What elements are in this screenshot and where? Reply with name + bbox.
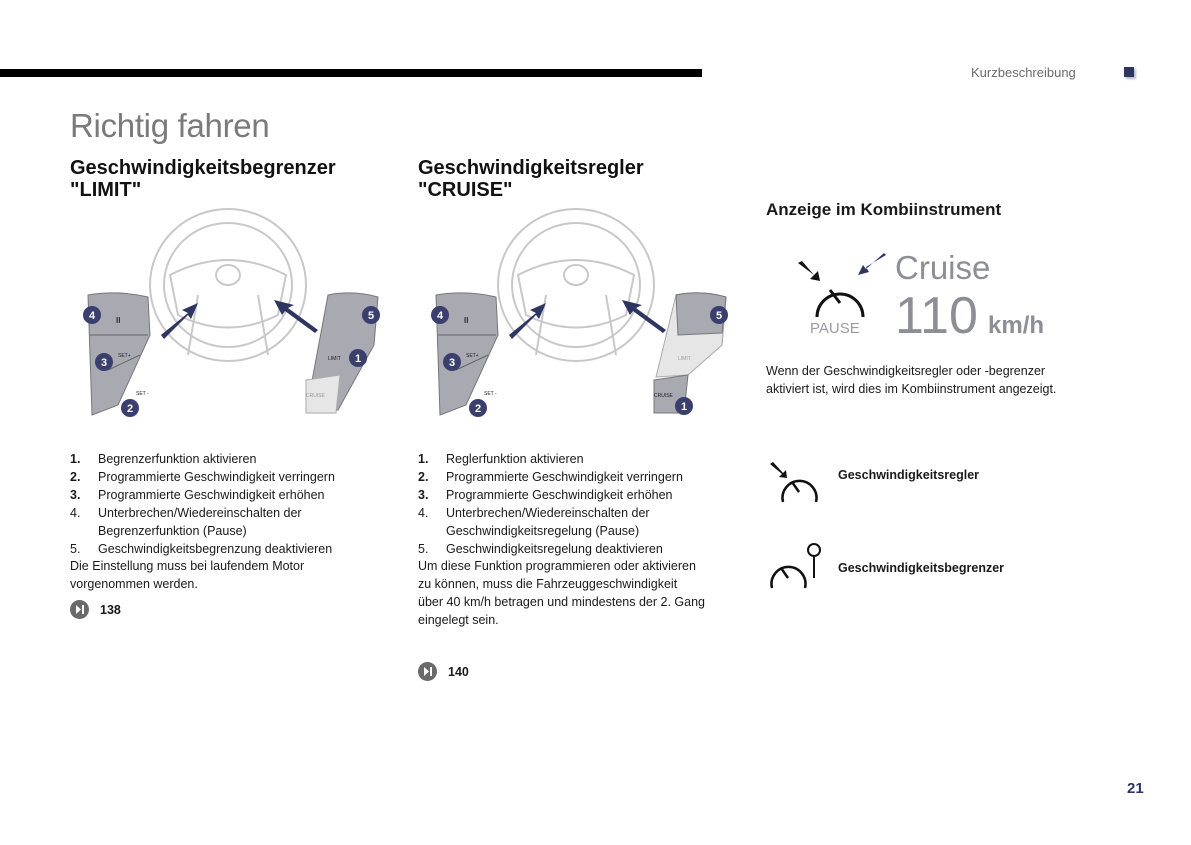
section-marker-icon xyxy=(1124,67,1134,77)
badge-3: 3 xyxy=(100,357,108,369)
arrow-right-icon xyxy=(274,300,318,333)
limit-page-ref[interactable] xyxy=(70,600,121,619)
limit-label: LIMIT xyxy=(678,356,691,362)
badge-5: 5 xyxy=(367,310,375,322)
speedometer-arrow-icon xyxy=(768,460,820,505)
display-description: Wenn der Geschwindigkeitsregler oder -begrenzer aktiviert ist, wird dies im Kombiinstrument angezeigt. xyxy=(766,364,1057,396)
list-item: Geschwindigkeitsregelung (Pause) xyxy=(446,524,640,538)
cluster-unit: km/h xyxy=(988,312,1045,339)
speedometer-icon xyxy=(817,294,863,317)
list-item: 1. Begrenzerfunktion aktivieren xyxy=(70,452,257,466)
list-item: 3. Programmierte Geschwindigkeit erhöhen xyxy=(418,488,673,502)
list-item: 1. Reglerfunktion aktivieren xyxy=(418,452,584,466)
limit-label: LIMIT xyxy=(328,356,341,362)
list-item: 5. Geschwindigkeitsregelung deaktivieren xyxy=(418,542,663,556)
limit-page-ref-number[interactable]: 138 xyxy=(100,602,121,617)
limit-heading-line1: Geschwindigkeitsbegrenzer xyxy=(70,157,336,179)
set-plus-label: SET+ xyxy=(466,353,479,359)
badge-1: 1 xyxy=(680,401,688,413)
badge-5: 5 xyxy=(715,310,723,322)
cruise-label: CRUISE xyxy=(306,393,325,399)
chapter-ref-icon xyxy=(70,600,89,619)
list-item: 2. Programmierte Geschwindigkeit verringern xyxy=(418,470,683,484)
badge-3: 3 xyxy=(448,357,456,369)
speedometer-limit-icon xyxy=(768,542,828,592)
cruise-label: CRUISE xyxy=(654,393,673,399)
limit-heading-line2: "LIMIT" xyxy=(70,179,142,201)
badge-2: 2 xyxy=(474,403,482,415)
legend-limit-label: Geschwindigkeitsbegrenzer xyxy=(838,561,1005,575)
legend-cruise-label: Geschwindigkeitsregler xyxy=(838,468,980,482)
cruise-heading-line1: Geschwindigkeitsregler xyxy=(418,157,644,179)
badge-1: 1 xyxy=(354,353,362,365)
cruise-heading xyxy=(418,157,644,201)
limit-note: Die Einstellung muss bei laufendem Motor vorgenommen werden. xyxy=(70,559,305,591)
list-item: Begrenzerfunktion (Pause) xyxy=(98,524,247,538)
steering-wheel-cruise-illustration xyxy=(426,205,741,430)
header-bar xyxy=(0,69,702,77)
cruise-heading-line2: "CRUISE" xyxy=(418,179,513,201)
list-item: 3. Programmierte Geschwindigkeit erhöhen xyxy=(70,488,325,502)
cruise-steps-list xyxy=(418,450,748,558)
limit-steps-list xyxy=(70,450,390,558)
steering-wheel-limit-illustration xyxy=(78,205,393,430)
cluster-arrow-icon xyxy=(798,261,820,281)
page-title: Richtig fahren xyxy=(70,107,270,144)
pause-label: II xyxy=(464,316,469,325)
section-label: Kurzbeschreibung xyxy=(971,65,1076,80)
badge-4: 4 xyxy=(88,310,96,322)
list-item: 4. Unterbrechen/Wiedereinschalten der xyxy=(418,506,650,520)
instrument-cluster-display xyxy=(790,245,1070,345)
list-item: 4. Unterbrechen/Wiedereinschalten der xyxy=(70,506,302,520)
list-item: 5. Geschwindigkeitsbegrenzung deaktivieren xyxy=(70,542,333,556)
page-number: 21 xyxy=(1127,780,1144,797)
set-minus-label: SET - xyxy=(136,391,149,397)
set-plus-label: SET+ xyxy=(118,353,131,359)
display-heading: Anzeige im Kombiinstrument xyxy=(766,200,1002,219)
chapter-ref-icon xyxy=(418,662,437,681)
cluster-speed: 110 xyxy=(895,287,978,345)
badge-4: 4 xyxy=(436,310,444,322)
badge-2: 2 xyxy=(126,403,134,415)
cluster-cruise-text: Cruise xyxy=(895,249,991,286)
cruise-page-ref-number[interactable]: 140 xyxy=(448,664,469,679)
list-item: 2. Programmierte Geschwindigkeit verringern xyxy=(70,470,335,484)
cruise-page-ref[interactable] xyxy=(418,662,469,681)
cruise-note: Um diese Funktion programmieren oder aktivieren zu können, muss die Fahrzeuggeschwindigkeit über 40 km/h betragen und mindestens der 2. Gang eingelegt sein. xyxy=(418,559,705,627)
set-minus-label: SET - xyxy=(484,391,497,397)
pause-label: II xyxy=(116,316,121,325)
cluster-pause-text: PAUSE xyxy=(810,320,860,337)
limit-heading xyxy=(70,157,336,201)
